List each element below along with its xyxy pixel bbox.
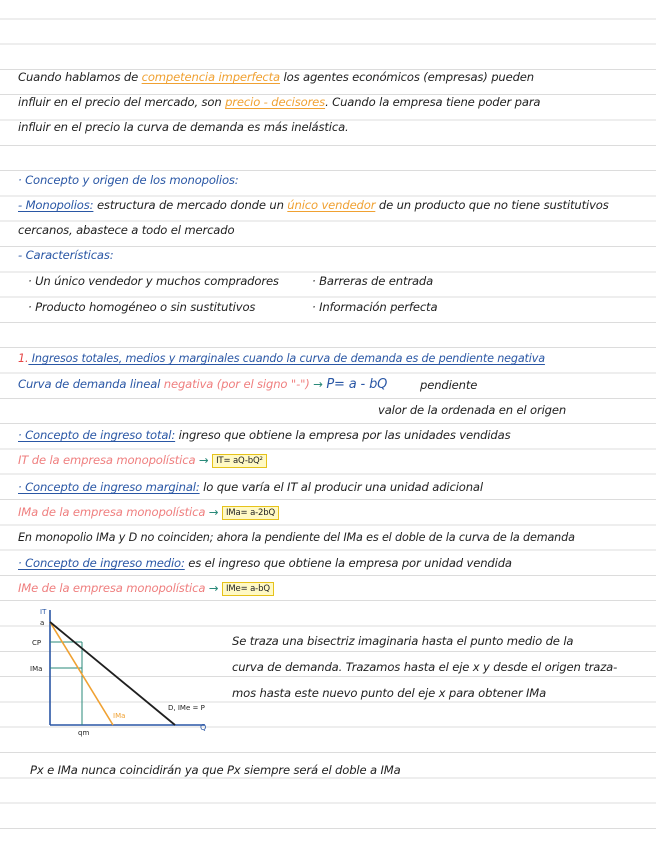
caracteristica-2: · Barreras de entrada xyxy=(312,274,434,288)
intro-line-2: influir en el precio del mercado, son precio - decisores. Cuando la empresa tiene poder para xyxy=(18,95,541,109)
arrow-icon: → xyxy=(208,581,219,595)
ime-monopolistica-line: IMe de la empresa monopolística → IMe= a-bQ xyxy=(18,581,274,596)
demand-line-label: D, IMe = P xyxy=(168,704,205,712)
concepto-ingreso-medio: · Concepto de ingreso medio: es el ingreso que obtiene la empresa por unidad vendida xyxy=(18,556,512,570)
tick-a: a xyxy=(40,619,45,627)
arrow-icon: → xyxy=(198,453,209,467)
arrow-icon: → xyxy=(208,505,219,519)
concepto-ingreso-marginal: · Concepto de ingreso marginal: lo que varía el IT al producir una unidad adicional xyxy=(18,480,483,494)
term-unico-vendedor: único vendedor xyxy=(287,198,376,212)
label-pendiente: pendiente xyxy=(420,378,478,392)
monopolio-definition-line-2: cercanos, abastece a todo el mercado xyxy=(18,223,235,237)
diagram-description-1: Se traza una bisectriz imaginaria hasta el punto medio de la xyxy=(232,634,574,648)
conclusion-line: Px e IMa nunca coincidirán ya que Px siempre será el doble a IMa xyxy=(30,763,401,777)
diagram-description-3: mos hasta este nuevo punto del eje x para obtener IMa xyxy=(232,686,547,700)
axis-x-label: Q xyxy=(200,723,207,732)
caracteristica-1: · Un único vendedor y muchos compradores xyxy=(28,274,279,288)
monopoly-revenue-diagram xyxy=(10,600,220,740)
concepto-ingreso-total: · Concepto de ingreso total: ingreso que obtiene la empresa por las unidades vendidas xyxy=(18,428,511,442)
tick-ima: IMa xyxy=(30,665,43,673)
axis-y-label: IT xyxy=(40,608,47,616)
formula-ime: IMe= a-bQ xyxy=(222,582,274,596)
heading-ingresos: 1. Ingresos totales, medios y marginales cuando la curva de demanda es de pendiente negativa xyxy=(18,352,545,365)
term-precio-decisores: precio - decisores xyxy=(225,95,326,109)
heading-caracteristicas: - Características: xyxy=(18,248,114,262)
formula-ima: IMa= a-2bQ xyxy=(222,506,279,520)
monopolio-definition-line-1: - Monopolios: estructura de mercado donde un único vendedor de un producto que no tiene sustitutivos xyxy=(18,198,609,212)
tick-cp: CP xyxy=(32,639,42,647)
heading-monopolios: · Concepto y origen de los monopolios: xyxy=(18,173,239,187)
tick-qm: qm xyxy=(78,729,90,737)
term-competencia-imperfecta: competencia imperfecta xyxy=(141,70,281,84)
demand-line xyxy=(50,622,175,725)
ima-monopolistica-line: IMa de la empresa monopolística → IMa= a-2bQ xyxy=(18,505,279,520)
ima-line-label: IMa xyxy=(113,712,126,720)
it-monopolistica-line: IT de la empresa monopolística → IT= aQ-bQ² xyxy=(18,453,267,468)
curva-demanda-line: Curva de demanda lineal negativa (por el signo "-") → P= a - bQ xyxy=(18,377,388,392)
demand-formula: P= a - bQ xyxy=(326,377,388,392)
caracteristica-3: · Producto homogéneo o sin sustitutivos xyxy=(28,300,256,314)
monopolio-nota: En monopolio IMa y D no coinciden; ahora la pendiente del IMa es el doble de la curva de la demanda xyxy=(18,531,575,544)
formula-it: IT= aQ-bQ² xyxy=(212,454,267,468)
label-valor-ordenada: valor de la ordenada en el origen xyxy=(378,403,567,417)
caracteristica-4: · Información perfecta xyxy=(312,300,438,314)
intro-line-3: influir en el precio la curva de demanda es más inelástica. xyxy=(18,120,349,134)
diagram-description-2: curva de demanda. Trazamos hasta el eje x y desde el origen traza- xyxy=(232,660,618,674)
arrow-icon: → xyxy=(313,377,323,391)
intro-line-1: Cuando hablamos de competencia imperfecta los agentes económicos (empresas) pueden xyxy=(18,70,534,84)
